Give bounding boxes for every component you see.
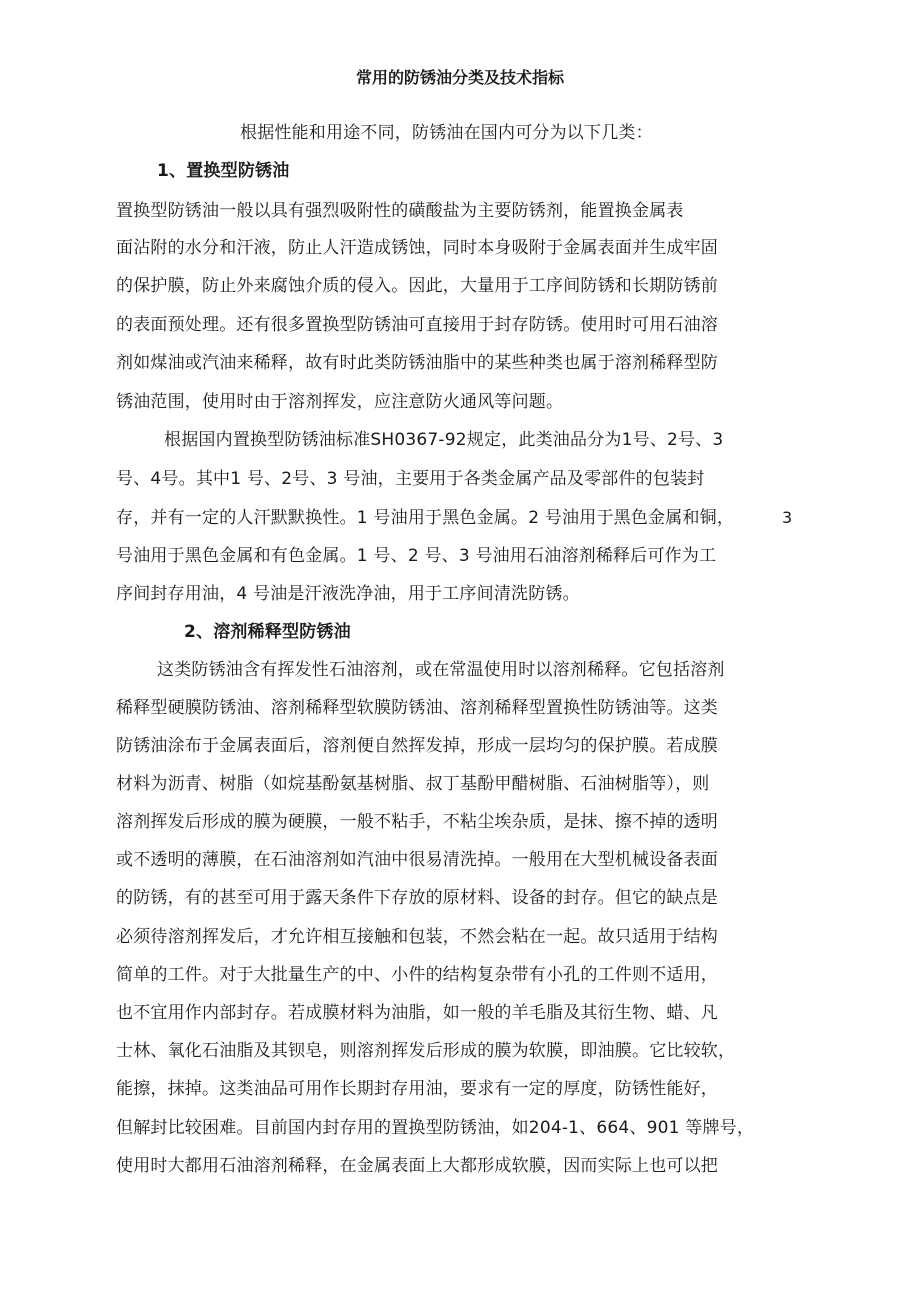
paragraph-line: 号油用于黑色金属和有色金属。1 号、2 号、3 号油用石油溶剂稀释后可作为工 xyxy=(116,546,717,566)
section1-heading: 1、置换型防锈油 xyxy=(157,161,290,181)
paragraph-line: 材料为沥青、树脂（如烷基酚氨基树脂、叔丁基酚甲醋树脂、石油树脂等），则 xyxy=(116,774,710,794)
paragraph-line: 防锈油涂布于金属表面后，溶剂便自然挥发掉，形成一层均匀的保护膜。若成膜 xyxy=(116,736,718,756)
paragraph-line: 也不宜用作内部封存。若成膜材料为油脂，如一般的羊毛脂及其衍生物、蜡、凡 xyxy=(116,1003,718,1023)
paragraph-line: 稀释型硬膜防锈油、溶剂稀释型软膜防锈油、溶剂稀释型置换性防锈油等。这类 xyxy=(116,698,718,718)
paragraph-line: 的表面预处理。还有很多置换型防锈油可直接用于封存防锈。使用时可用石油溶 xyxy=(116,315,718,335)
paragraph-line: 士林、氧化石油脂及其钡皂，则溶剂挥发后形成的膜为软膜，即油膜。它比较软， xyxy=(116,1041,736,1061)
paragraph-line: 但解封比较困难。目前国内封存用的置换型防锈油，如204-1、664、901 等牌号， xyxy=(116,1118,755,1138)
paragraph-line: 锈油范围，使用时由于溶剂挥发，应注意防火通风等问题。 xyxy=(116,392,564,412)
paragraph-line: 置换型防锈油一般以具有强烈吸附性的磺酸盐为主要防锈剂，能置换金属表 xyxy=(116,201,684,221)
paragraph-line: 或不透明的薄膜，在石油溶剂如汽油中很易清洗掉。一般用在大型机械设备表面 xyxy=(116,850,718,870)
paragraph-line: 根据国内置换型防锈油标准SH0367-92规定，此类油品分为1号、2号、3 xyxy=(164,430,724,450)
paragraph-line: 简单的工件。对于大批量生产的中、小件的结构复杂带有小孔的工件则不适用， xyxy=(116,965,718,985)
paragraph-line: 溶剂挥发后形成的膜为硬膜，一般不粘手，不粘尘埃杂质，是抹、擦不掉的透明 xyxy=(116,812,718,832)
document-title: 常用的防锈油分类及技术指标 xyxy=(355,68,564,87)
paragraph-line: 的保护膜，防止外来腐蚀介质的侵入。因此，大量用于工序间防锈和长期防锈前 xyxy=(116,276,718,296)
paragraph-line: 面沾附的水分和汗液，防止人汗造成锈蚀，同时本身吸附于金属表面并生成牢固 xyxy=(116,238,718,258)
section2-heading: 2、溶剂稀释型防锈油 xyxy=(184,622,351,642)
paragraph-line: 必须待溶剂挥发后，才允许相互接触和包装，不然会粘在一起。故只适用于结构 xyxy=(116,927,718,947)
paragraph-line: 存，并有一定的人汗默默换性。1 号油用于黑色金属。2 号油用于黑色金属和铜， xyxy=(116,508,735,528)
paragraph-line: 号、4号。其中1 号、2号、3 号油，主要用于各类金属产品及零部件的包装封 xyxy=(116,469,705,489)
paragraph-line: 剂如煤油或汽油来稀释，故有时此类防锈油脂中的某些种类也属于溶剂稀释型防 xyxy=(116,353,718,373)
intro-text: 根据性能和用途不同，防锈油在国内可分为以下几类： xyxy=(240,123,653,143)
paragraph-line: 序间封存用油，4 号油是汗液洗净油，用于工序间清洗防锈。 xyxy=(116,584,580,604)
paragraph-line: 的防锈，有的甚至可用于露天条件下存放的原材料、设备的封存。但它的缺点是 xyxy=(116,888,718,908)
margin-number: 3 xyxy=(782,508,793,527)
paragraph-line: 使用时大都用石油溶剂稀释，在金属表面上大都形成软膜，因而实际上也可以把 xyxy=(116,1156,718,1176)
paragraph-line: 能擦，抹掉。这类油品可用作长期封存用油，要求有一定的厚度，防锈性能好， xyxy=(116,1079,718,1099)
paragraph-line: 这类防锈油含有挥发性石油溶剂，或在常温使用时以溶剂稀释。它包括溶剂 xyxy=(157,660,725,680)
